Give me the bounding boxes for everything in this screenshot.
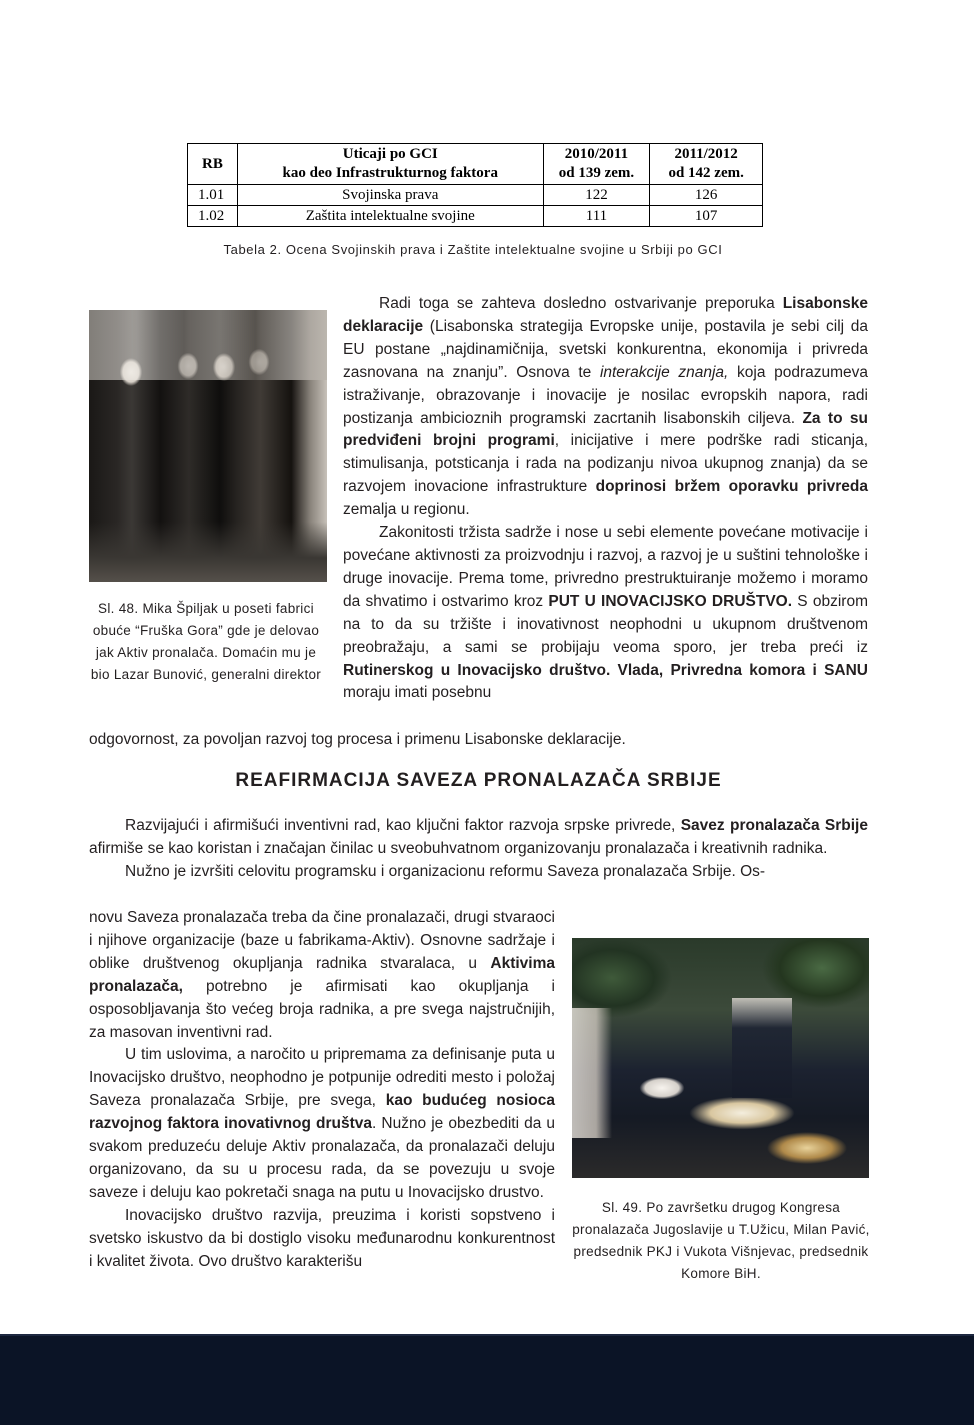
figure-49-caption: Sl. 49. Po završetku drugog Kongresa pronalazača Jugoslavije u T.Užicu, Milan Pavić, predsednik PKJ i Vukota Višnjevac, predsednik Komore BiH. <box>572 1200 870 1281</box>
cell-name: Svojinska prava <box>237 185 543 206</box>
text-run: U tim uslovima, a naročito u pripremama za definisanje puta u Inovacijsko društvo, neophodno je potpunije odrediti mesto i položaj Saveza pronalazača Srbije, pre svega, <box>89 1046 555 1110</box>
cell-name: Zaštita intelektualne svojine <box>237 206 543 227</box>
text-run: Radi toga se zahteva dosledno ostvarivanje preporuka <box>379 295 783 312</box>
cell-2011: 107 <box>650 206 763 227</box>
gci-table <box>187 143 763 227</box>
text-column-top <box>343 293 868 705</box>
footer-bar <box>0 1334 974 1425</box>
table-header-row <box>188 144 763 185</box>
header-uticaji-line1: Uticaji po GCI <box>342 146 438 162</box>
header-uticaji-line2: kao deo Infrastrukturnog faktora <box>282 165 498 181</box>
paragraph-reforma-start: Nužno je izvršiti celovitu programsku i organizacionu reformu Saveza pronalazača Srbije. Os- <box>125 862 766 880</box>
text-run: S obzirom na to da su tržište i inovativnost neophodni u ukupnom društvenom preobražaju, a sami se probijaju veoma sporo, jer treba preći iz <box>343 592 868 656</box>
text-run: . Nužno je obezbediti da u svakom preduzeću deluje Aktiv pronalazača, da pronalazači deluju organizovano, da su u procesu rada, da se povezuju u svoje saveze i deluju kao pokretači snaga na putu u Inovacijsko drustvo. <box>89 1115 555 1201</box>
header-2011-line2: od 142 zem. <box>668 165 744 181</box>
bold-run: Za to su predviđeni brojni programi <box>343 409 869 450</box>
paragraph-uslovi <box>89 1044 555 1204</box>
cell-rb: 1.01 <box>188 185 238 206</box>
header-2010 <box>543 144 650 185</box>
table-row <box>188 185 763 206</box>
cell-rb: 1.02 <box>188 206 238 227</box>
header-2011-line1: 2011/2012 <box>674 146 738 162</box>
header-uticaji <box>237 144 543 185</box>
paragraph-inovacijsko: Inovacijsko društvo razvija, preuzima i koristi sopstveno i svetsko iskustvo da bi dostiglo visoku međunarodnu konkurentnost i kvalitet života. Ovo društvo karakterišu <box>89 1206 555 1270</box>
text-run: novu Saveza pronalazača treba da čine pronalazači, drugi stvaraoci i njihove organizacije (baze u fabrikama-Aktiv). Osnovne sadržaje i oblike društvenog okupljanja radnika stvaralaca, u <box>89 909 555 972</box>
text-run: Zakonitosti tržista sadrže i nose u sebi elemente povećane motivacije i povećane aktivnosti za proizvodnju i razvoj, a razvoj je u suštini tehnološke i druge inovacije. Prema tome, privredno prestruktuiranje možemo i moramo da shvatimo i ostvarimo kroz <box>343 524 868 610</box>
photo-figure-48 <box>89 310 327 582</box>
paragraph-trziste-end: odgovornost, za povoljan razvoj tog procesa i primenu Lisabonske deklaracije. <box>89 731 626 748</box>
bold-run: kao budućeg nosioca razvojnog faktora inovativnog društva <box>89 1092 556 1133</box>
italic-run: interakcije znanja, <box>599 363 729 381</box>
table-row <box>188 206 763 227</box>
bold-run: Lisabonske deklaracije <box>343 295 868 335</box>
header-rb: RB <box>188 144 238 185</box>
paragraph-reforma <box>89 907 555 1044</box>
section-heading: REAFIRMACIJA SAVEZA PRONALAZAČA SRBIJE <box>235 770 722 791</box>
bold-run: PUT U INOVACIJSKO DRUŠTVO. <box>548 592 793 610</box>
text-column-bottom <box>89 907 555 1274</box>
header-2011 <box>650 144 763 185</box>
paragraph-trziste <box>343 522 868 705</box>
text-run: zemalja u regionu. <box>343 501 470 519</box>
bold-run: doprinosi bržem oporavku privreda <box>595 478 869 496</box>
text-run: moraju imati posebnu <box>343 684 492 702</box>
cell-2010: 122 <box>543 185 650 206</box>
paragraph-savez <box>89 815 868 861</box>
bold-run: Savez pronalazača Srbije <box>680 817 868 834</box>
bold-run: Rutinerskog u Inovacijsko društvo. Vlada, Privredna komora i SANU <box>343 661 868 679</box>
header-2010-line1: 2010/2011 <box>564 146 629 162</box>
text-full-width <box>89 815 868 884</box>
text-run: (Lisabonska strategija Evropske unije, postavila je sebi cilj da EU postane „najdinamičnija, svetski konkurentna, ekonomija i privreda zasnovana na znanju”. Osnova te <box>343 317 868 381</box>
text-run: afirmiše se kao koristan i značajan činilac u sveobuhvatnom organizovanju pronalazača i kreativnih radnika. <box>89 839 828 857</box>
bold-run: Aktivima pronalazača, <box>89 954 555 995</box>
cell-2010: 111 <box>543 206 650 227</box>
text-run: Razvijajući i afirmišući inventivni rad, kao ključni faktor razvoja srpske privrede, <box>125 817 681 834</box>
text-run: , inicijative i mere podrške radi sticanja, stimulisanja, potsticanja i rada na podizanju nivoa ukupnog znanja) da se razvojem inovacione infrastrukture <box>343 432 869 496</box>
text-run: potrebno je afirmisati kao okupljanja i osposobljavanja što većeg broja radnika, a pre svega najstručnijih, za masovan inventivni rad. <box>89 977 555 1041</box>
table-caption: Tabela 2. Ocena Svojinskih prava i Zaštite intelektualne svojine u Srbiji po GCI <box>223 242 723 257</box>
photo-figure-49 <box>572 938 869 1178</box>
paragraph-lisabon <box>343 293 868 522</box>
figure-48-caption: Sl. 48. Mika Špiljak u poseti fabrici obuće “Fruška Gora” gde je delovao jak Aktiv pronalača. Domaćin mu je bio Lazar Bunović, generalni direktor <box>90 601 322 682</box>
header-2010-line2: od 139 zem. <box>558 165 635 181</box>
cell-2011: 126 <box>650 185 763 206</box>
text-run: koja podrazumeva istraživanje, obrazovanje i inovacije je nosilac evropskih napora, radi postizanja ambicioznih programski zacrtanih lisabonskih ciljeva. <box>343 363 869 427</box>
